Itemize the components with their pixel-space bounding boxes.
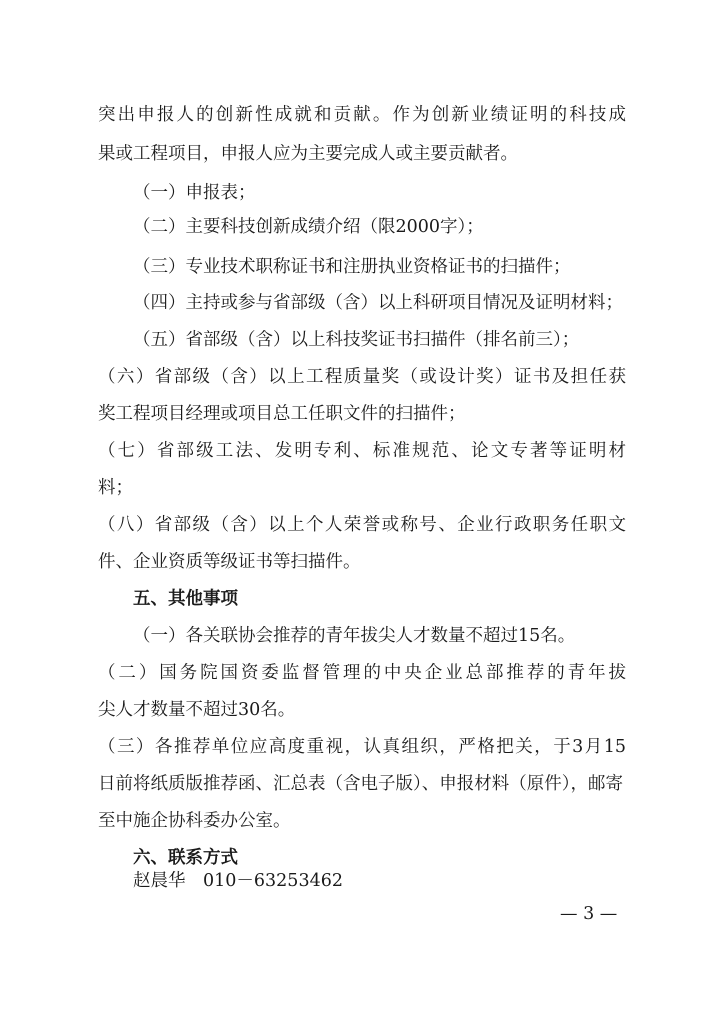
list-item-1: （一）申报表； (133, 183, 256, 203)
list-item-3: （三）专业技术职称证书和注册执业资格证书的扫描件； (133, 257, 571, 277)
other-item-3-line-1: （三）各推荐单位应高度重视，认真组织，严格把关，于3月15 (98, 737, 626, 757)
list-item-6-line-1: （六）省部级（含）以上工程质量奖（或设计奖）证书及担任获 (98, 367, 626, 387)
body-line-1: 突出申报人的创新性成就和贡献。作为创新业绩证明的科技成 (98, 105, 626, 125)
list-item-6-line-2: 奖工程项目经理或项目总工任职文件的扫描件； (98, 404, 466, 424)
other-item-3-line-3: 至中施企协科委办公室。 (98, 811, 291, 831)
contact-line: 赵晨华 010－63253462 (133, 871, 343, 891)
list-item-4: （四）主持或参与省部级（含）以上科研项目情况及证明材料； (133, 293, 623, 313)
list-item-5: （五）省部级（含）以上科技奖证书扫描件（排名前三）； (133, 330, 580, 350)
list-item-8-line-2: 件、企业资质等级证书等扫描件。 (98, 552, 361, 572)
section-heading-other-matters: 五、其他事项 (133, 589, 238, 609)
page-number: — 3 — (560, 904, 618, 924)
other-item-3-line-2: 日前将纸质版推荐函、汇总表（含电子版）、申报材料（原件），邮寄 (98, 774, 623, 794)
list-item-8-line-1: （八）省部级（含）以上个人荣誉或称号、企业行政职务任职文 (98, 515, 626, 535)
section-heading-contact: 六、联系方式 (133, 848, 238, 868)
list-item-7-line-1: （七）省部级工法、发明专利、标准规范、论文专著等证明材 (98, 441, 626, 461)
body-line-2: 果或工程项目，申报人应为主要完成人或主要贡献者。 (98, 144, 518, 164)
list-item-2: （二）主要科技创新成绩介绍（限2000字）； (133, 217, 484, 237)
list-item-7-line-2: 料； (98, 478, 133, 498)
other-item-1: （一）各关联协会推荐的青年拔尖人才数量不超过15名。 (133, 626, 576, 646)
other-item-2-line-1: （二）国务院国资委监督管理的中央企业总部推荐的青年拔 (98, 663, 626, 683)
other-item-2-line-2: 尖人才数量不超过30名。 (98, 700, 296, 720)
